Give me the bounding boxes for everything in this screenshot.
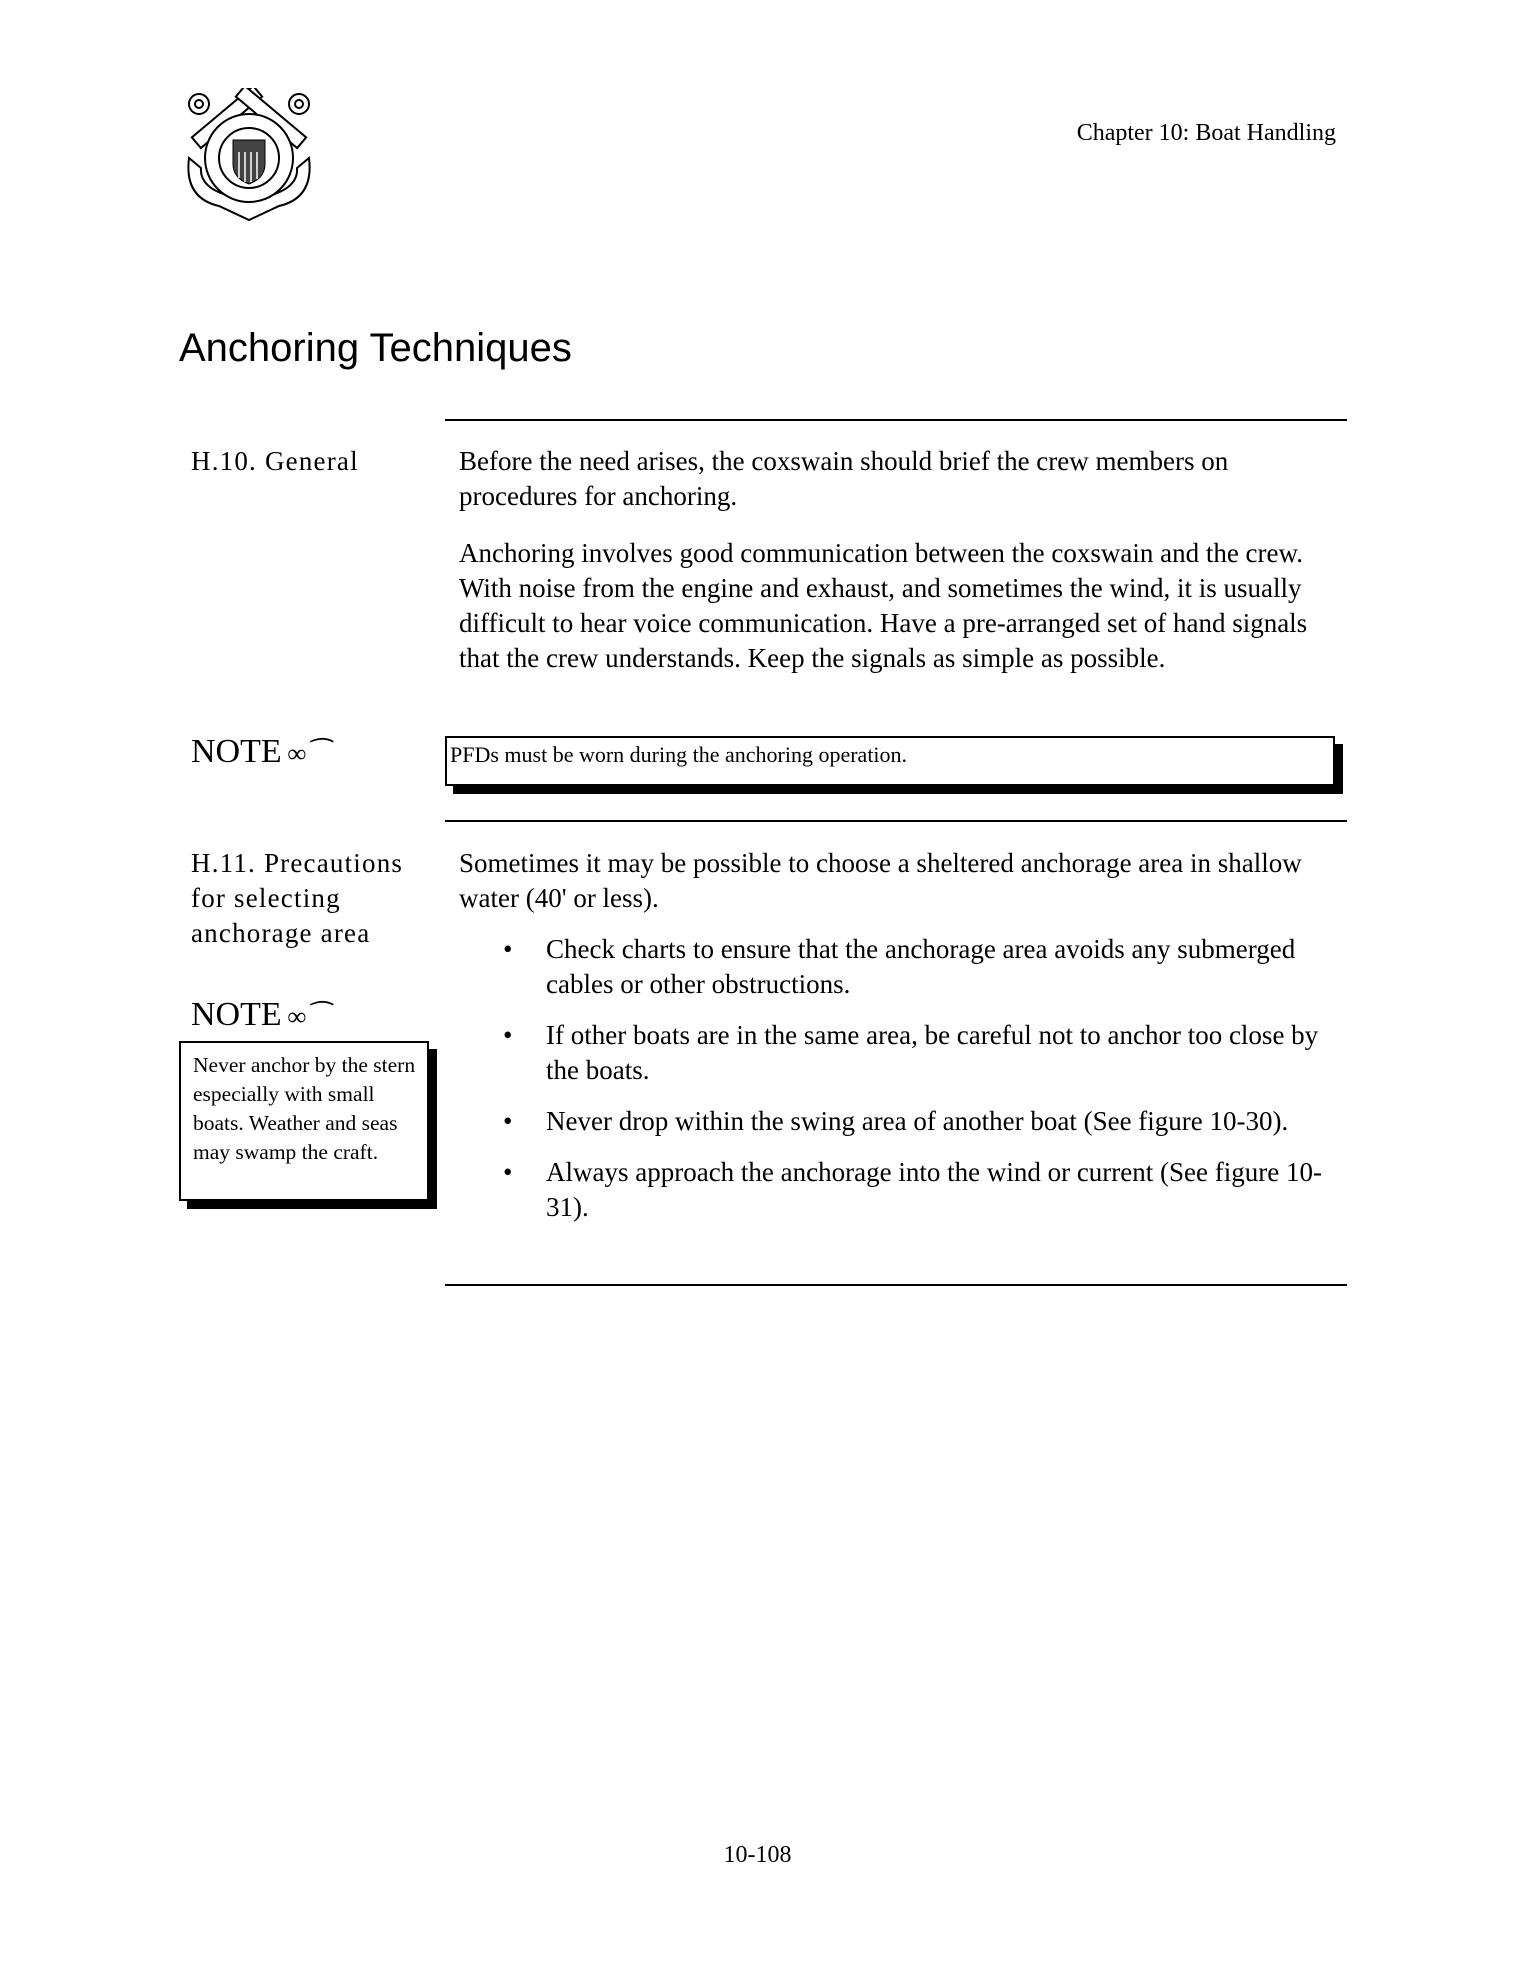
section-heading-precautions: H.11. Precautions for selecting anchorage area [191,848,404,948]
list-item-text: If other boats are in the same area, be careful not to anchor too close by the boats. [546,1020,1319,1085]
divider [445,419,1347,421]
bullet: • [503,1106,513,1136]
list-item-text: Never drop within the swing area of another boat (See figure 10-30). [546,1106,1289,1136]
coast-guard-seal-logo [179,88,319,224]
list-item-text: Check charts to ensure that the anchorage area avoids any submerged cables or other obstructions. [546,934,1296,999]
note-label-text: NOTE [191,733,282,770]
note-label [191,996,327,1034]
list-item [459,1155,1339,1225]
divider [445,820,1347,822]
bullet: • [503,1020,513,1050]
note-box-pfd [445,736,1335,786]
list-item-text: Always approach the anchorage into the wind or current (See figure 10-31). [546,1157,1322,1222]
section-heading-general: H.10. General [191,446,359,476]
note-label [191,733,327,771]
section-body-precautions [459,846,1339,1241]
paragraph: Sometimes it may be possible to choose a sheltered anchorage area in shallow water (40' or less). [459,848,1302,913]
note-text: PFDs must be worn during the anchoring operation. [450,742,908,767]
bullet: • [503,934,513,964]
page-title: Anchoring Techniques [179,326,572,370]
glasses-icon: ∞⁀ [287,739,328,768]
list-item [459,1104,1339,1139]
chapter-header: Chapter 10: Boat Handling [1076,120,1336,146]
glasses-icon: ∞⁀ [287,1002,328,1031]
page-number: 10-108 [723,1842,792,1868]
paragraph: Anchoring involves good communication between the coxswain and the crew. With noise from the engine and exhaust, and sometimes the wind, it is usually difficult to hear voice communication. Have a pre-arranged set of hand signals that the crew understands. Keep the signals as simple as possible. [459,538,1308,673]
list-item [459,932,1339,1002]
divider [445,1284,1347,1286]
paragraph: Before the need arises, the coxswain should brief the crew members on procedures for anchoring. [459,446,1229,511]
bullet-list [459,932,1339,1225]
list-item [459,1018,1339,1088]
note-label-text: NOTE [191,996,282,1033]
note-box-stern [179,1041,429,1201]
section-body-general [459,444,1339,698]
bullet: • [503,1157,513,1187]
note-text: Never anchor by the stern especially with small boats. Weather and seas may swamp the craft. [193,1053,416,1164]
